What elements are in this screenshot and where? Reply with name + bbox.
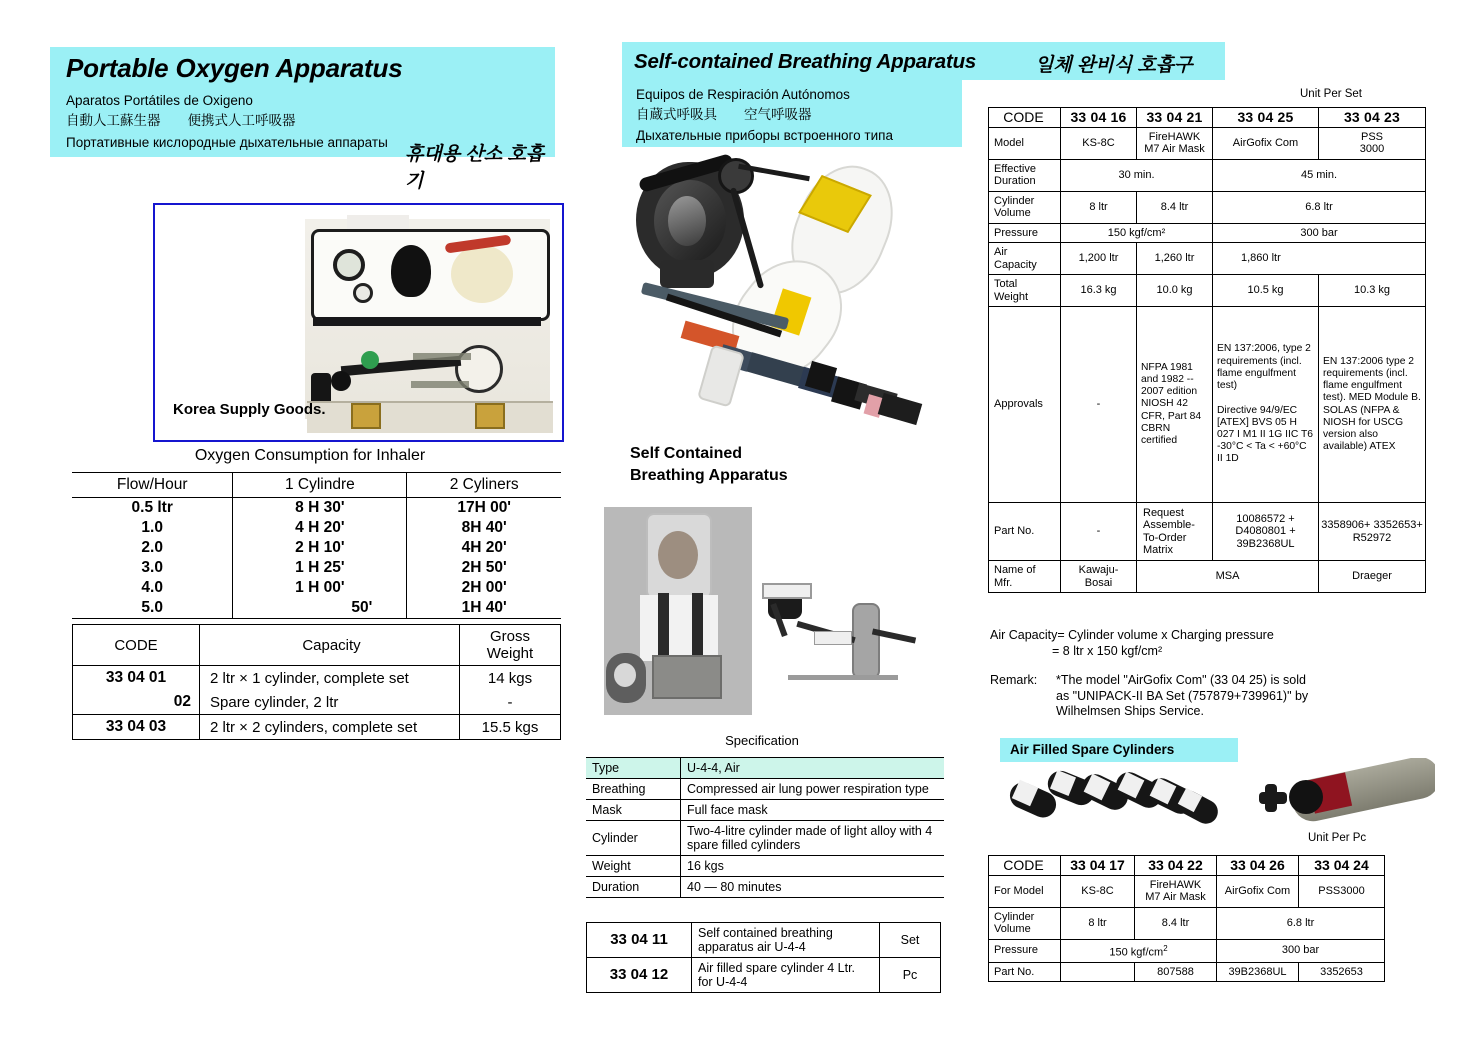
cell-code: 33 04 21 <box>1137 108 1213 128</box>
scba-caption-line1: Self Contained <box>630 445 743 462</box>
table-header-row <box>989 856 1385 876</box>
spec-value: Compressed air lung power respiration type <box>681 779 945 800</box>
cell-1cyl: 50' <box>233 598 407 619</box>
for-model-line2: M7 Air Mask <box>1145 891 1206 903</box>
cell-part-no: - <box>1061 503 1137 561</box>
cell-part-no <box>1061 962 1135 982</box>
cell-mfr: MSA <box>1137 561 1319 593</box>
cell-2cyl: 1H 40' <box>407 598 561 619</box>
scba-code-table <box>586 922 941 993</box>
spec-label: Cylinder <box>586 821 681 856</box>
header-code: CODE <box>73 625 200 666</box>
mfr-line2: Bosai <box>1084 576 1113 589</box>
table-row <box>586 758 944 779</box>
cell-model <box>1319 127 1426 159</box>
table-row <box>72 518 561 538</box>
table-row <box>586 779 944 800</box>
cell-volume: 8 ltr <box>1061 191 1137 223</box>
cell-part-no: Request Assemble-To-Order Matrix <box>1137 503 1213 561</box>
oxygen-code-table <box>72 624 561 740</box>
model-line1: PSS <box>1360 130 1383 143</box>
oxygen-consumption-title: Oxygen Consumption for Inhaler <box>194 447 426 464</box>
cell-description: Air filled spare cylinder 4 Ltr. for U-4-4 <box>692 958 880 993</box>
spec-value: 40 — 80 minutes <box>681 877 945 898</box>
row-label-code: CODE <box>989 856 1061 876</box>
remark-line2: as "UNIPACK-II BA Set (757879+739961)" by <box>1056 688 1309 703</box>
cell-unit: Pc <box>880 958 941 993</box>
cell-volume: 6.8 ltr <box>1217 907 1385 939</box>
spec-label: Mask <box>586 800 681 821</box>
spec-label: Breathing <box>586 779 681 800</box>
spec-value: 16 kgs <box>681 856 945 877</box>
cell-volume: 8.4 ltr <box>1135 907 1217 939</box>
cell-model <box>1137 127 1213 159</box>
table-row <box>73 666 561 691</box>
cell-for-model <box>1135 875 1217 907</box>
spec-value: Two-4-litre cylinder made of light alloy with 4 spare filled cylinders <box>681 821 945 856</box>
row-label-effective-duration: Effective Duration <box>989 159 1061 191</box>
consumption-header-1cyl: 1 Cylindre <box>233 473 407 498</box>
formula-line2: = 8 ltr x 150 kgf/cm² <box>1052 643 1163 658</box>
row-label-cylinder-volume: Cylinder Volume <box>989 191 1061 223</box>
cell-approvals <box>1213 307 1319 503</box>
table-row <box>989 503 1426 561</box>
cell-code: 33 04 22 <box>1135 856 1217 876</box>
cell-1cyl: 4 H 20' <box>233 518 407 538</box>
scba-title: Self-contained Breathing Apparatus <box>634 50 977 73</box>
table-header-row <box>989 108 1426 128</box>
row-label-pressure: Pressure <box>989 223 1061 243</box>
spare-cylinders-table <box>988 855 1385 982</box>
spare-cylinder-large-photo <box>1255 758 1435 838</box>
spec-label: Duration <box>586 877 681 898</box>
header-capacity: Capacity <box>200 625 460 666</box>
portable-oxygen-title-korean: 휴대용 산소 호흡기 <box>405 144 545 192</box>
cell-1cyl: 8 H 30' <box>233 498 407 519</box>
table-row <box>989 939 1385 962</box>
cell-weight: 10.3 kg <box>1319 275 1426 307</box>
row-label-mfr: Name of Mfr. <box>989 561 1061 593</box>
cell-air-capacity: 1,260 ltr <box>1137 243 1213 275</box>
table-row <box>989 159 1426 191</box>
cell-pressure <box>1061 939 1217 962</box>
table-row <box>72 538 561 558</box>
scba-photo-caption <box>630 443 788 487</box>
oxygen-consumption-table <box>72 472 561 619</box>
portable-oxygen-subtitle-japanese: 自動人工蘇生器 便携式人工呼吸器 <box>66 113 296 128</box>
mfr-line1: Kawaju- <box>1078 564 1119 576</box>
cell-code: 33 04 24 <box>1299 856 1385 876</box>
cell-weight: 10.5 kg <box>1213 275 1319 307</box>
cell-pressure: 300 bar <box>1217 939 1385 962</box>
table-row <box>587 923 941 958</box>
cell-volume: 8 ltr <box>1061 907 1135 939</box>
unit-per-set-label: Unit Per Set <box>1300 88 1362 100</box>
cell-mfr: Draeger <box>1319 561 1426 593</box>
cell-description: Self contained breathing apparatus air U-4-4 <box>692 923 880 958</box>
table-row <box>73 715 561 740</box>
cell-code: 33 04 23 <box>1319 108 1426 128</box>
row-label-part-no: Part No. <box>989 503 1061 561</box>
cell-pressure: 300 bar <box>1213 223 1426 243</box>
spec-label: Type <box>586 758 681 779</box>
row-label-code: CODE <box>989 108 1061 128</box>
spec-value: Full face mask <box>681 800 945 821</box>
portable-oxygen-product-photo <box>153 203 564 442</box>
cell-2cyl: 8H 40' <box>407 518 561 538</box>
remark-line3: Wilhelmsen Ships Service. <box>1056 704 1204 718</box>
cell-air-capacity: 1,200 ltr <box>1061 243 1137 275</box>
air-capacity-formula <box>990 628 1274 659</box>
cell-code: 33 04 12 <box>587 958 692 993</box>
table-row <box>73 690 561 715</box>
cell-flow: 0.5 ltr <box>131 499 173 516</box>
cell-for-model: PSS3000 <box>1299 875 1385 907</box>
table-row <box>989 275 1426 307</box>
cell-code: 33 04 11 <box>587 923 692 958</box>
cell-weight: 15.5 kgs <box>460 715 561 740</box>
cell-code: 33 04 26 <box>1217 856 1299 876</box>
cell-flow: 5.0 <box>72 598 233 619</box>
cell-2cyl: 4H 20' <box>407 538 561 558</box>
remark-line1: *The model "AirGofix Com" (33 04 25) is sold <box>1056 673 1306 687</box>
remark-block <box>990 673 1430 720</box>
cell-flow: 4.0 <box>141 579 163 596</box>
specification-title: Specification <box>725 733 799 748</box>
cell-code: 33 04 03 <box>73 715 200 740</box>
spec-value: U-4-4, Air <box>681 758 945 779</box>
cell-flow: 3.0 <box>141 559 163 576</box>
specification-table <box>586 757 944 898</box>
portable-oxygen-subtitle-russian: Портативные кислородные дыхательные аппараты <box>66 135 388 150</box>
hood-apparatus-photo <box>600 503 960 725</box>
cell-capacity: 2 ltr × 2 cylinders, complete set <box>200 715 460 740</box>
table-row <box>72 578 561 598</box>
table-row <box>72 498 561 519</box>
table-row <box>72 598 561 619</box>
cell-mfr <box>1061 561 1137 593</box>
scba-caption-line2: Breathing Apparatus <box>630 467 788 484</box>
spare-cylinders-photo <box>1005 765 1245 837</box>
scba-subtitle-spanish: Equipos de Respiración Autónomos <box>636 87 850 102</box>
row-label-total-weight: Total Weight <box>989 275 1061 307</box>
table-row <box>989 127 1426 159</box>
for-model-line1: FireHAWK <box>1149 878 1202 891</box>
row-label-air-capacity: Air Capacity <box>989 243 1061 275</box>
table-row <box>586 800 944 821</box>
unit-per-pc-label: Unit Per Pc <box>1308 832 1367 844</box>
consumption-header-2cyl: 2 Cyliners <box>407 473 561 498</box>
cell-for-model: KS-8C <box>1061 875 1135 907</box>
cell-capacity: Spare cylinder, 2 ltr <box>200 690 460 715</box>
portable-oxygen-header-banner <box>50 47 555 192</box>
spec-label: Weight <box>586 856 681 877</box>
approvals-part-a: EN 137:2006, type 2 requirements (incl. flame engulfment test) <box>1217 343 1311 392</box>
scba-title-korean: 일체 완비식 호흡구 <box>1035 55 1193 76</box>
cell-flow: 1.0 <box>141 519 163 536</box>
cell-for-model: AirGofix Com <box>1217 875 1299 907</box>
table-row <box>989 223 1426 243</box>
cell-model: AirGofix Com <box>1213 127 1319 159</box>
row-label-approvals: Approvals <box>989 307 1061 503</box>
table-row <box>587 958 941 993</box>
cell-model: KS-8C <box>1061 127 1137 159</box>
cell-1cyl: 2 H 10' <box>233 538 407 558</box>
table-row <box>989 561 1426 593</box>
row-label-cylinder-volume: Cylinder Volume <box>989 907 1061 939</box>
portable-oxygen-subtitle-spanish: Aparatos Portátiles de Oxigeno <box>66 93 253 108</box>
cell-part-no: 3358906+ 3352653+ R52972 <box>1319 503 1426 561</box>
portable-oxygen-title: Portable Oxygen Apparatus <box>66 53 403 83</box>
cell-code: 33 04 17 <box>1061 856 1135 876</box>
row-label-model: Model <box>989 127 1061 159</box>
cell-code: 33 04 01 <box>73 666 200 691</box>
cell-approvals: - <box>1061 307 1137 503</box>
cell-weight: 14 kgs <box>460 666 561 691</box>
cell-code: 33 04 25 <box>1213 108 1319 128</box>
model-line1: FireHAWK <box>1148 130 1201 143</box>
model-line2: M7 Air Mask <box>1144 143 1205 155</box>
cell-weight: 10.0 kg <box>1137 275 1213 307</box>
cell-duration: 30 min. <box>1061 159 1213 191</box>
table-row <box>989 875 1385 907</box>
remark-label: Remark: <box>990 673 1038 687</box>
header-gross-weight: Gross Weight <box>460 625 561 666</box>
pressure-exponent: 2 <box>1163 943 1168 953</box>
cell-unit: Set <box>880 923 941 958</box>
cell-code: 02 <box>73 690 200 715</box>
cell-volume: 6.8 ltr <box>1213 191 1426 223</box>
table-row <box>586 877 944 898</box>
cell-1cyl: 1 H 25' <box>233 558 407 578</box>
model-line2: 3000 <box>1359 143 1385 155</box>
table-row <box>586 856 944 877</box>
table-row <box>989 307 1426 503</box>
cell-air-capacity: 1,860 ltr <box>1213 243 1426 275</box>
product-photo-caption: Korea Supply Goods. <box>173 401 326 418</box>
cell-part-no: 39B2368UL <box>1217 962 1299 982</box>
row-label-part-no: Part No. <box>989 962 1061 982</box>
formula-line1: Air Capacity= Cylinder volume x Charging pressure <box>990 628 1274 642</box>
cell-approvals: NFPA 1981 and 1982 -- 2007 edition NIOSH 42 CFR, Part 84 CBRN certified <box>1137 307 1213 503</box>
table-header-row <box>73 625 561 666</box>
consumption-header-flow: Flow/Hour <box>72 473 233 498</box>
table-row <box>989 243 1426 275</box>
cell-duration: 45 min. <box>1213 159 1426 191</box>
spare-cylinders-banner <box>1000 738 1238 762</box>
cell-capacity: 2 ltr × 1 cylinder, complete set <box>200 666 460 691</box>
table-row <box>989 191 1426 223</box>
cell-2cyl: 2H 50' <box>407 558 561 578</box>
cell-approvals: EN 137:2006 type 2 requirements (incl. flame engulfment test). MED Module B. SOLAS (NFPA & NIOSH for USCG version also available) ATEX <box>1319 307 1426 503</box>
table-row <box>989 962 1385 982</box>
scba-main-spec-table <box>988 107 1426 593</box>
row-label-for-model: For Model <box>989 875 1061 907</box>
cell-code: 33 04 16 <box>1061 108 1137 128</box>
cell-volume: 8.4 ltr <box>1137 191 1213 223</box>
scba-subtitle-russian: Дыхательные приборы встроенного типа <box>636 128 893 143</box>
cell-2cyl: 17H 00' <box>407 498 561 519</box>
approvals-part-b: Directive 94/9/EC [ATEX] BVS 05 H 027 I M1 II 1G IIC T6 -30°C < Ta < +60°C II 1D <box>1217 404 1313 465</box>
table-row <box>586 821 944 856</box>
table-row <box>989 907 1385 939</box>
spare-cylinders-banner-label: Air Filled Spare Cylinders <box>1010 742 1175 757</box>
scba-product-photo <box>608 152 960 437</box>
cell-flow: 2.0 <box>141 539 163 556</box>
cell-weight: - <box>460 690 561 715</box>
row-label-pressure: Pressure <box>989 939 1061 962</box>
cell-2cyl: 2H 00' <box>407 578 561 598</box>
cell-part-no: 807588 <box>1135 962 1217 982</box>
scba-subtitle-japanese: 自蔵式呼吸具 空气呼吸器 <box>636 107 812 122</box>
pressure-value: 150 kgf/cm <box>1109 946 1164 959</box>
cell-1cyl: 1 H 00' <box>233 578 407 598</box>
cell-part-no: 3352653 <box>1299 962 1385 982</box>
cell-part-no: 10086572 + D4080801 + 39B2368UL <box>1213 503 1319 561</box>
cell-weight: 16.3 kg <box>1061 275 1137 307</box>
cell-pressure: 150 kgf/cm² <box>1061 223 1213 243</box>
table-row <box>72 558 561 578</box>
